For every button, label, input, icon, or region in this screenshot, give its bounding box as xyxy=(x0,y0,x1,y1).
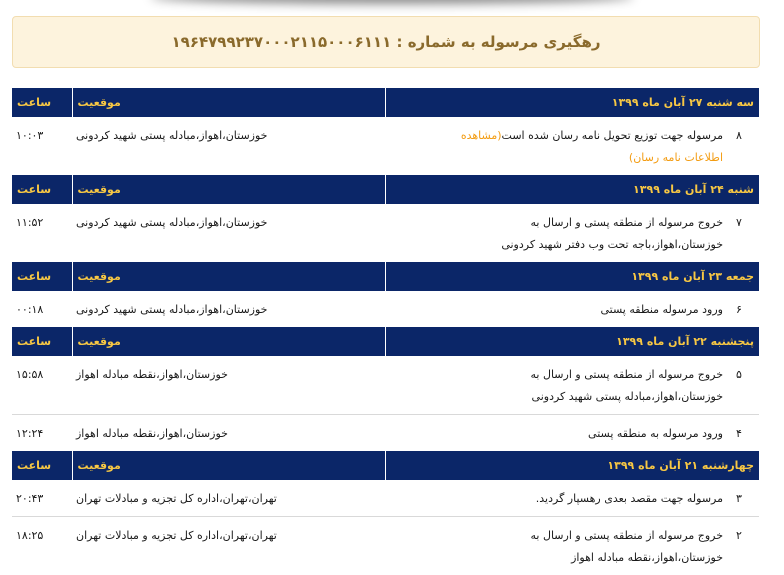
event-description: خروج مرسوله از منطقه پستی و ارسال به خوزستان،اهواز،نقطه مبادله اهواز xyxy=(531,529,724,564)
event-time: ۱۲:۲۴ xyxy=(12,415,72,452)
time-column-header: ساعت xyxy=(12,88,72,117)
location-column-header: موقعیت xyxy=(72,451,385,480)
event-description-wrap xyxy=(453,125,723,169)
event-description: مرسوله جهت مقصد بعدی رهسپار گردید. xyxy=(536,492,723,505)
event-description-cell xyxy=(385,291,759,327)
event-number: ۴ xyxy=(723,423,755,445)
event-description: ورود مرسوله منطقه پستی xyxy=(601,303,724,316)
day-date: چهارشنبه ۲۱ آبان ماه ۱۳۹۹ xyxy=(385,451,759,480)
event-time: ۰۰:۱۸ xyxy=(12,291,72,327)
event-description-wrap xyxy=(453,364,723,408)
event-row xyxy=(12,517,759,575)
event-row xyxy=(12,415,759,452)
location-column-header: موقعیت xyxy=(72,262,385,291)
day-date: پنجشنبه ۲۲ آبان ماه ۱۳۹۹ xyxy=(385,327,759,356)
event-row xyxy=(12,117,759,175)
day-header-row xyxy=(12,451,759,480)
event-description-cell xyxy=(385,517,759,575)
tracking-table xyxy=(12,88,759,575)
event-location: تهران،تهران،اداره کل تجزیه و مبادلات تهران xyxy=(72,480,385,517)
event-number: ۵ xyxy=(723,364,755,386)
carrier-info-link[interactable]: (مشاهده اطلاعات نامه رسان) xyxy=(461,129,723,164)
event-description-wrap xyxy=(453,423,723,445)
event-time: ۱۸:۲۵ xyxy=(12,517,72,575)
event-description-cell xyxy=(385,415,759,452)
location-column-header: موقعیت xyxy=(72,327,385,356)
tracking-title-box xyxy=(12,16,760,68)
event-description-wrap xyxy=(453,299,723,321)
event-location: تهران،تهران،اداره کل تجزیه و مبادلات تهران xyxy=(72,517,385,575)
tracking-title: رهگیری مرسوله به شماره : ۱۹۶۴۷۹۹۲۳۷۰۰۰۲۱۱۵۰۰۰۶۱۱۱ xyxy=(172,33,601,51)
event-description-wrap xyxy=(453,212,723,256)
event-row xyxy=(12,204,759,262)
day-date: شنبه ۲۴ آبان ماه ۱۳۹۹ xyxy=(385,175,759,204)
event-time: ۱۰:۰۳ xyxy=(12,117,72,175)
event-row xyxy=(12,356,759,415)
event-description: خروج مرسوله از منطقه پستی و ارسال به خوزستان،اهواز،باجه تحت وب دفتر شهید کردونی xyxy=(501,216,723,251)
event-description: مرسوله جهت توزیع تحویل نامه رسان شده است xyxy=(502,129,723,142)
event-description-cell xyxy=(385,480,759,517)
event-location: خوزستان،اهواز،مبادله پستی شهید کردونی xyxy=(72,291,385,327)
event-description-cell xyxy=(385,204,759,262)
event-location: خوزستان،اهواز،مبادله پستی شهید کردونی xyxy=(72,204,385,262)
location-column-header: موقعیت xyxy=(72,88,385,117)
event-time: ۱۵:۵۸ xyxy=(12,356,72,415)
day-header-row xyxy=(12,175,759,204)
time-column-header: ساعت xyxy=(12,175,72,204)
tracking-table-body xyxy=(12,88,759,575)
event-description-cell xyxy=(385,117,759,175)
event-location: خوزستان،اهواز،نقطه مبادله اهواز xyxy=(72,356,385,415)
event-row xyxy=(12,291,759,327)
event-description-cell xyxy=(385,356,759,415)
event-description: خروج مرسوله از منطقه پستی و ارسال به خوزستان،اهواز،مبادله پستی شهید کردونی xyxy=(531,368,724,403)
event-location: خوزستان،اهواز،مبادله پستی شهید کردونی xyxy=(72,117,385,175)
event-number: ۷ xyxy=(723,212,755,234)
event-row xyxy=(12,480,759,517)
time-column-header: ساعت xyxy=(12,262,72,291)
location-column-header: موقعیت xyxy=(72,175,385,204)
event-description-wrap xyxy=(453,488,723,510)
day-header-row xyxy=(12,262,759,291)
event-number: ۳ xyxy=(723,488,755,510)
event-number: ۲ xyxy=(723,525,755,547)
event-description-wrap xyxy=(453,525,723,569)
event-description: ورود مرسوله به منطقه پستی xyxy=(588,427,723,440)
time-column-header: ساعت xyxy=(12,327,72,356)
event-location: خوزستان،اهواز،نقطه مبادله اهواز xyxy=(72,415,385,452)
event-time: ۱۱:۵۲ xyxy=(12,204,72,262)
day-date: جمعه ۲۳ آبان ماه ۱۳۹۹ xyxy=(385,262,759,291)
day-date: سه شنبه ۲۷ آبان ماه ۱۳۹۹ xyxy=(385,88,759,117)
event-time: ۲۰:۴۳ xyxy=(12,480,72,517)
day-header-row xyxy=(12,327,759,356)
time-column-header: ساعت xyxy=(12,451,72,480)
event-number: ۶ xyxy=(723,299,755,321)
event-number: ۸ xyxy=(723,125,755,147)
day-header-row xyxy=(12,88,759,117)
